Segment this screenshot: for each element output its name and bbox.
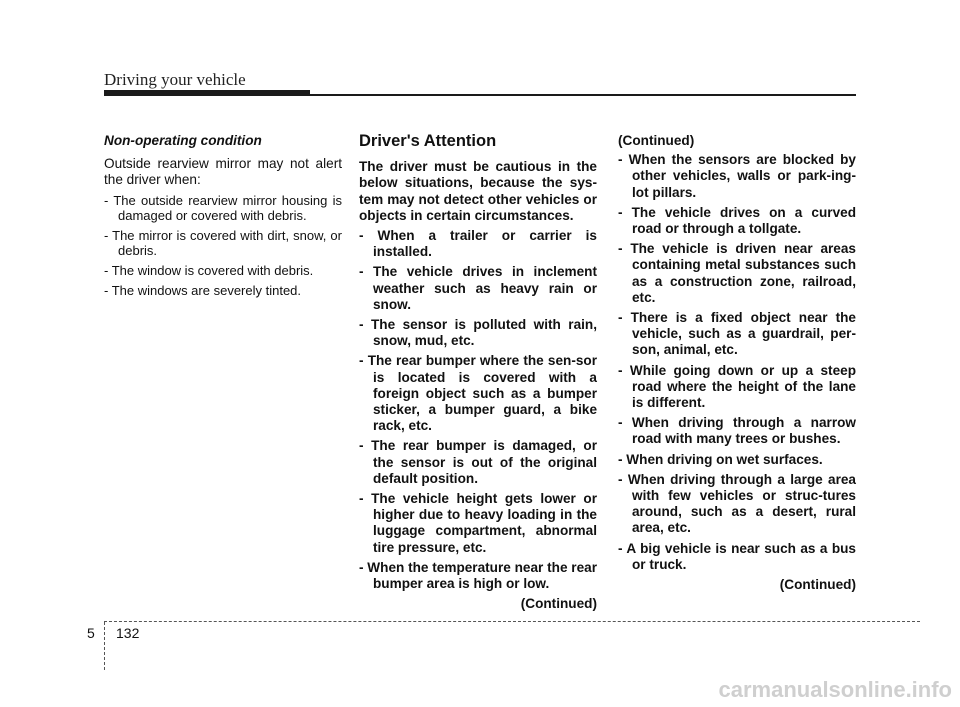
drivers-attention-title: Driver's Attention [359, 132, 497, 150]
watermark-text: carmanualsonline.info [718, 677, 952, 702]
list-item: - The vehicle height gets lower or higher due to heavy loading in the luggage compartment, abnormal tire pressure, etc. [359, 491, 597, 555]
left-intro: Outside rearview mirror may not alert the driver when: [104, 156, 342, 188]
list-item: - The mirror is covered with dirt, snow, or debris. [104, 227, 342, 259]
chapter-number: 5 [87, 625, 95, 641]
list-item: - The rear bumper is damaged, or the sensor is out of the original default position. [359, 438, 597, 486]
continued-label: (Continued) [520, 596, 597, 612]
middle-column [359, 130, 597, 612]
list-item: - When driving on wet surfaces. [618, 451, 823, 467]
non-operating-subtitle: Non-operating condition [104, 133, 262, 148]
middle-list [359, 228, 597, 592]
list-item: - The window is covered with debris. [104, 262, 314, 278]
continued-top-label: (Continued) [618, 133, 695, 148]
left-column [104, 130, 342, 302]
list-item: - The vehicle drives on a curved road or through a tollgate. [618, 204, 856, 237]
footer-divider [104, 622, 105, 670]
middle-intro: The driver must be cautious in the below situations, because the sys-tem may not detect other vehicles or objects in certain circumstances. [359, 159, 597, 223]
continued-label: (Continued) [779, 577, 856, 593]
header-rule-thin [104, 94, 856, 96]
list-item: - The windows are severely tinted. [104, 282, 302, 298]
list-item: - A big vehicle is near such as a bus or truck. [618, 540, 856, 572]
list-item: - When driving through a large area with few vehicles or struc-tures around, such as a desert, rural area, etc. [618, 471, 856, 536]
list-item: - The sensor is polluted with rain, snow, mud, etc. [359, 317, 597, 349]
list-item: - While going down or up a steep road where the height of the lane is different. [618, 362, 856, 411]
right-list [618, 152, 856, 573]
list-item: - The vehicle is driven near areas containing metal substances such as a construction zone, railroad, etc. [618, 241, 856, 305]
list-item: - When a trailer or carrier is installed. [359, 228, 597, 260]
list-item: - The rear bumper where the sen-sor is located is covered with a foreign object such as a bumper sticker, a bumper guard, a bike rack, etc. [359, 353, 597, 434]
page-header-title: Driving your vehicle [104, 70, 246, 89]
list-item: - The vehicle drives in inclement weather such as heavy rain or snow. [359, 264, 597, 312]
list-item: - When driving through a narrow road with many trees or bushes. [618, 415, 856, 447]
page-number: 132 [116, 625, 140, 641]
right-column [618, 130, 856, 593]
left-list [104, 193, 342, 299]
list-item: - When the sensors are blocked by other vehicles, walls or park-ing-lot pillars. [618, 152, 856, 200]
footer-rule [104, 621, 920, 622]
list-item: - The outside rearview mirror housing is damaged or covered with debris. [104, 192, 342, 224]
list-item: - When the temperature near the rear bumper area is high or low. [359, 559, 597, 592]
list-item: - There is a fixed object near the vehicle, such as a guardrail, per-son, animal, etc. [618, 310, 856, 358]
